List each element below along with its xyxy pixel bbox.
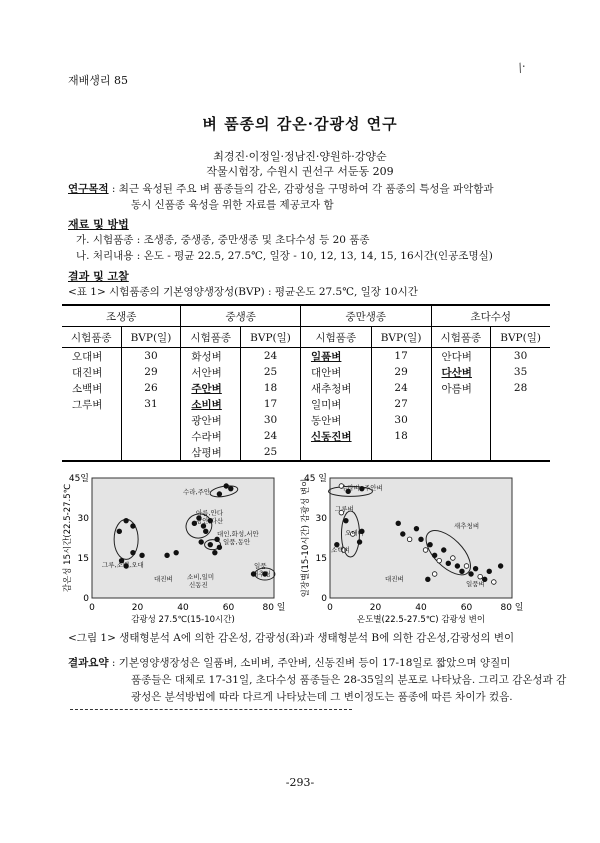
bvp-cell <box>371 444 431 461</box>
table-group-row <box>62 305 550 327</box>
table-row <box>62 396 550 412</box>
bvp-cell: 29 <box>121 364 181 380</box>
col-variety: 시험품종 <box>300 327 371 348</box>
bvp-cell <box>491 444 550 461</box>
group-high-yield: 초다수성 <box>431 305 550 327</box>
summary-line2: 품종들은 대체로 17-31일, 초다수성 품종들은 28-35일의 분포로 나타났음. 그리고 감온성과 감 <box>131 674 567 686</box>
point-annotation: 대인,화성,서안 <box>217 530 259 538</box>
chart-right <box>300 470 535 630</box>
purpose-colon: : <box>108 183 119 195</box>
variety-cell <box>62 428 121 444</box>
summary-line1 <box>68 655 510 671</box>
variety-cell: 동안벼 <box>300 412 371 428</box>
bvp-cell: 25 <box>241 444 301 461</box>
point-annotation: 일품,동안 <box>223 538 251 546</box>
data-point <box>357 540 362 545</box>
data-point <box>414 526 419 531</box>
x-tick-label: 60 <box>222 603 235 613</box>
x-tick-label: 0 <box>327 603 333 613</box>
group-medium-late: 중만생종 <box>300 305 431 327</box>
col-variety: 시험품종 <box>62 327 121 348</box>
table-caption: <표 1> 시험품종의 기본영양생장성(BVP) : 평균온도 27.5℃, 일장 10시간 <box>68 286 418 298</box>
bvp-cell: 25 <box>241 364 301 380</box>
purpose-line2: 동시 신품종 육성을 위한 자료를 제공코자 함 <box>131 199 334 211</box>
bvp-cell: 18 <box>371 428 431 444</box>
bvp-cell: 35 <box>513 366 528 378</box>
point-annotation: 주안벼 <box>364 484 383 492</box>
table-row <box>62 412 550 428</box>
data-point <box>478 574 483 579</box>
variety-cell: 그루벼 <box>62 396 121 412</box>
bvp-cell <box>121 412 181 428</box>
bvp-cell: 26 <box>121 380 181 396</box>
y-tick-label: 0 <box>321 594 327 604</box>
variety-cell <box>431 428 491 444</box>
variety-cell <box>431 396 491 412</box>
variety-cell: 소비벼 <box>181 396 241 412</box>
variety-cell <box>62 444 121 461</box>
point-annotation: 일품벼 <box>466 580 485 588</box>
figure-caption: <그림 1> 생태형분석 A에 의한 감온성, 감광성(좌)과 생태형분석 B에 의한 감온성,감광성의 변이 <box>68 632 515 644</box>
table-row <box>62 364 550 380</box>
purpose-label: 연구목적 <box>68 183 109 195</box>
data-point <box>407 537 412 542</box>
data-point <box>492 580 497 585</box>
data-point <box>455 564 460 569</box>
data-point <box>131 550 136 555</box>
col-variety: 시험품종 <box>181 327 241 348</box>
variety-cell: 아름벼 <box>431 380 491 396</box>
data-point <box>432 572 437 577</box>
variety-cell: 서안벼 <box>181 364 241 380</box>
data-point <box>396 521 401 526</box>
bvp-cell: 24 <box>371 380 431 396</box>
summary-label: 결과요약 <box>68 657 109 669</box>
table-row <box>62 380 550 396</box>
purpose-text1: 최근 육성된 주요 벼 품종들의 감온, 감광성을 구명하여 각 품종의 특성을 파악함과 <box>118 183 494 195</box>
bvp-cell: 27 <box>371 396 431 412</box>
data-point <box>498 564 503 569</box>
point-annotation: 소비,일미 <box>187 573 215 581</box>
bvp-cell: 29 <box>371 364 431 380</box>
variety-cell <box>300 444 371 461</box>
data-point <box>437 558 442 563</box>
data-point <box>117 529 122 534</box>
variety-cell: 다산벼 <box>431 364 491 380</box>
data-point <box>419 537 424 542</box>
data-point <box>426 577 431 582</box>
running-header: 재배생리 85 <box>68 74 128 87</box>
x-axis-label: 감광성 27.5℃(15-10시간) <box>131 615 235 625</box>
point-annotation: 새추청벼 <box>454 522 480 530</box>
data-point <box>213 550 218 555</box>
variety-cell <box>431 412 491 428</box>
data-point <box>224 484 229 489</box>
variety-cell: 소백벼 <box>62 380 121 396</box>
data-point <box>228 486 233 491</box>
variety-cell: 대진벼 <box>62 364 121 380</box>
variety-cell: 새추청벼 <box>300 380 371 396</box>
y-tick-label: 0 <box>83 594 89 604</box>
bvp-cell <box>121 444 181 461</box>
dashed-divider <box>70 709 352 710</box>
materials-heading: 재료 및 방법 <box>68 218 129 231</box>
data-point <box>464 564 469 569</box>
bvp-cell: 24 <box>241 428 301 444</box>
data-point <box>203 529 208 534</box>
data-point <box>401 532 406 537</box>
x-tick-label: 20 <box>369 603 382 613</box>
bvp-cell <box>491 396 550 412</box>
data-point <box>428 542 433 547</box>
variety-cell: 수라벼 <box>181 428 241 444</box>
bvp-cell: 30 <box>371 412 431 428</box>
table-row <box>62 428 550 444</box>
point-annotation: 그루,소백,오대 <box>102 561 144 569</box>
variety-cell: 화성벼 <box>181 348 241 365</box>
data-point <box>165 553 170 558</box>
y-tick-label: 15 <box>315 554 327 564</box>
variety-cell: 오대벼 <box>62 348 121 365</box>
data-point <box>174 550 179 555</box>
point-annotation: 신동진 <box>189 581 208 589</box>
data-point <box>469 572 474 577</box>
bvp-cell: 31 <box>121 396 181 412</box>
point-annotation: 일품 <box>254 562 267 570</box>
y-tick-label: 30 <box>77 514 89 524</box>
point-annotation: 광안,다산 <box>196 517 224 525</box>
table-row <box>62 348 550 365</box>
bvp-cell: 18 <box>241 380 301 396</box>
y-tick-label: 45 일 <box>303 474 327 484</box>
variety-cell: 삼평벼 <box>181 444 241 461</box>
data-point <box>208 542 213 547</box>
results-heading: 결과 및 고찰 <box>68 270 129 283</box>
data-point <box>131 524 136 529</box>
bvp-cell: 30 <box>121 348 181 365</box>
data-point <box>344 518 349 523</box>
bvp-cell: 28 <box>513 382 528 394</box>
variety-cell: 광안벼 <box>181 412 241 428</box>
bvp-cell: 24 <box>241 348 301 365</box>
variety-cell: 신동진벼 <box>300 428 371 444</box>
y-axis-label: 일장별(15-10시간) 감광성 변이 <box>301 478 311 598</box>
data-point <box>217 492 222 497</box>
x-axis-label: 온도별(22.5-27.5℃) 감광성 변이 <box>356 615 486 625</box>
summary-line3: 광성은 분석방법에 따라 다르게 나타났는데 그 변이정도는 품종에 따른 차이가 컸음. <box>131 691 513 703</box>
x-tick-label: 0 <box>89 603 95 613</box>
col-bvp: BVP(일) <box>121 327 181 348</box>
bvp-cell <box>491 412 550 428</box>
page-number: -293- <box>285 776 315 789</box>
point-annotation: 수라,주안 <box>183 488 211 496</box>
point-annotation: 아름,안다 <box>196 509 224 517</box>
data-point <box>446 561 451 566</box>
bvp-cell: 17 <box>371 348 431 365</box>
data-point <box>423 548 428 553</box>
y-axis-label: 감온성 15시간(22.5-27.5℃ <box>63 483 73 593</box>
bvp-cell: 30 <box>513 350 528 362</box>
variety-cell: 대안벼 <box>300 364 371 380</box>
chart-left <box>62 470 297 630</box>
x-tick-label: 80 일 <box>262 603 286 613</box>
point-annotation: 오대벼 <box>345 529 364 537</box>
summary-colon: : <box>108 657 119 669</box>
corner-mark: /· <box>515 59 529 75</box>
x-tick-label: 60 <box>460 603 473 613</box>
bvp-cell <box>491 428 550 444</box>
affiliation: 작물시험장, 수원시 권선구 서둔동 209 <box>206 165 394 178</box>
summary-text1: 기본영양생장성은 일품벼, 소비벼, 주안벼, 신동진벼 등이 17-18일로 짧았으며 양질미 <box>118 657 511 669</box>
purpose-line1 <box>68 181 494 197</box>
variety-cell: 안다벼 <box>431 348 491 365</box>
materials-item1: 가. 시험품종 : 조생종, 중생종, 중만생종 및 초다수성 등 20 품종 <box>76 234 370 246</box>
data-point <box>199 540 204 545</box>
point-annotation: 소백벼 <box>331 546 350 554</box>
bvp-table <box>62 304 550 462</box>
point-annotation: 그루벼 <box>335 505 354 513</box>
col-variety: 시험품종 <box>431 327 491 348</box>
y-tick-label: 15 <box>77 554 89 564</box>
point-annotation: 수라벼 <box>341 484 360 492</box>
data-point <box>432 553 437 558</box>
col-bvp: BVP(일) <box>491 327 550 348</box>
col-bvp: BVP(일) <box>371 327 431 348</box>
variety-cell: 주안벼 <box>181 380 241 396</box>
data-point <box>460 569 465 574</box>
x-tick-label: 80 일 <box>500 603 524 613</box>
table-header-row <box>62 327 550 348</box>
bvp-cell <box>121 428 181 444</box>
data-point <box>473 566 478 571</box>
x-tick-label: 20 <box>131 603 144 613</box>
data-point <box>451 556 456 561</box>
x-tick-label: 40 <box>177 603 189 613</box>
group-early: 조생종 <box>62 305 181 327</box>
bvp-cell: 30 <box>241 412 301 428</box>
variety-cell <box>431 444 491 461</box>
paper-title: 벼 품종의 감온·감광성 연구 <box>202 115 398 133</box>
data-point <box>124 518 129 523</box>
col-bvp: BVP(일) <box>241 327 301 348</box>
data-point <box>441 548 446 553</box>
variety-cell <box>62 412 121 428</box>
point-annotation: 새추청 <box>252 570 271 578</box>
x-tick-label: 40 <box>415 603 427 613</box>
variety-cell: 일품벼 <box>300 348 371 365</box>
data-point <box>217 545 222 550</box>
variety-cell: 일미벼 <box>300 396 371 412</box>
group-medium: 중생종 <box>181 305 301 327</box>
point-annotation: 대진벼 <box>154 575 173 583</box>
data-point <box>140 553 145 558</box>
data-point <box>487 569 492 574</box>
table-row <box>62 444 550 461</box>
bvp-cell: 17 <box>241 396 301 412</box>
materials-item2: 나. 처리내용 : 온도 - 평균 22.5, 27.5℃, 일장 - 10, 12, 13, 14, 15, 16시간(인공조명실) <box>76 250 493 262</box>
y-tick-label: 30 <box>315 514 327 524</box>
authors: 최경진·이정일·정남진·양원하·강양순 <box>213 150 387 163</box>
y-tick-label: 45일 <box>68 474 89 484</box>
point-annotation: 대진벼 <box>385 575 404 583</box>
